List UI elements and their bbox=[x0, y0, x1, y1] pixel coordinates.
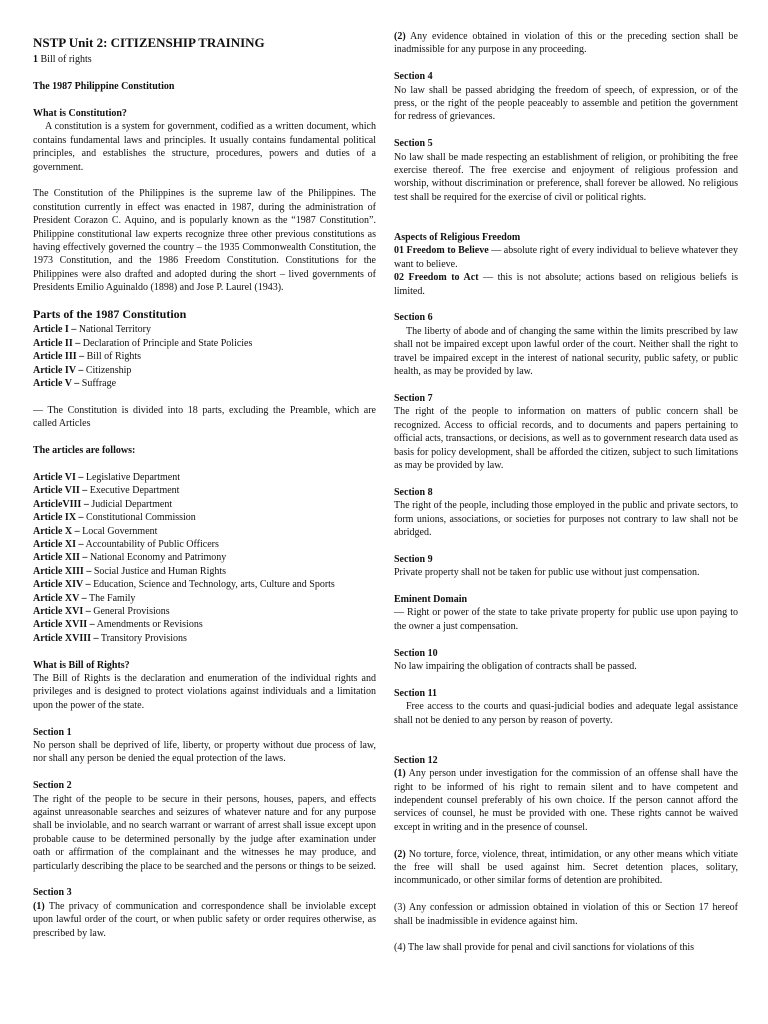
section-9-paragraph: Private property shall not be taken for public use without just compensation. bbox=[394, 567, 700, 579]
article-item: Article IX – Constitutional Commission bbox=[33, 512, 196, 524]
subtitle-number: 1 bbox=[33, 54, 38, 66]
section-3-2-paragraph: (2) Any evidence obtained in violation of this or the preceding section shall be inadmissible for any purpose in any proceeding. bbox=[394, 31, 738, 56]
eminent-domain-paragraph: — Right or power of the state to take private property for public use upon paying to the owner a just compensation. bbox=[394, 607, 738, 632]
section-10-paragraph: No law impairing the obligation of contracts shall be passed. bbox=[394, 660, 637, 672]
article-item: Article VI – Legislative Department bbox=[33, 471, 180, 483]
article-item: Article II – Declaration of Principle and State Policies bbox=[33, 337, 253, 349]
parts-heading: Parts of the 1987 Constitution bbox=[33, 307, 187, 322]
article-item: Article XVII – Amendments or Revisions bbox=[33, 619, 203, 631]
section-6-paragraph: The liberty of abode and of changing the same within the limits prescribed by law shall not be impaired except upon lawful order of the court. Neither shall the right to travel be impaired except in the interest of national security, public safety, or public health, as may be provided by law. bbox=[394, 325, 738, 378]
section-3-paragraph: (1) The privacy of communication and correspondence shall be inviolable except upon lawful order of the court, or when public safety or order requires otherwise, as prescribed by law. bbox=[33, 900, 376, 939]
article-item: Article III – Bill of Rights bbox=[33, 351, 142, 363]
article-item: Article IV – Citizenship bbox=[33, 364, 132, 376]
divided-note: — The Constitution is divided into 18 parts, excluding the Preamble, which are called Articles bbox=[33, 404, 376, 430]
section-7-heading: Section 7 bbox=[394, 392, 433, 404]
section-12-2-paragraph: (2) No torture, force, violence, threat, intimidation, or any other means which vitiate the free will shall be used against him. Secret detention places, solitary, incommunicado, or other similar forms of detention are prohibited. bbox=[394, 848, 738, 887]
article-item: Article XIII – Social Justice and Human Rights bbox=[33, 565, 227, 577]
section-12-4-paragraph: (4) The law shall provide for penal and civil sanctions for violations of this bbox=[394, 942, 695, 954]
section-12-heading: Section 12 bbox=[394, 754, 438, 766]
aspect-2: 02 Freedom to Act — this is not absolute; actions based on religious beliefs is limited. bbox=[394, 272, 739, 297]
articles-follows-heading: The articles are follows: bbox=[33, 445, 136, 457]
article-item: Article XII – National Economy and Patrimony bbox=[33, 552, 227, 564]
bill-of-rights-paragraph: The Bill of Rights is the declaration and enumeration of the individual rights and privileges and is designed to protect violations against individuals and a limitation upon the power of the state. bbox=[33, 672, 376, 711]
constitution-heading: The 1987 Philippine Constitution bbox=[33, 81, 175, 93]
section-9-heading: Section 9 bbox=[394, 553, 433, 565]
section-4-paragraph: No law shall be passed abridging the freedom of speech, of expression, or of the press, or the right of the people peaceably to assemble and petition the government for redress of grievances. bbox=[394, 84, 738, 123]
section-6-heading: Section 6 bbox=[394, 312, 433, 324]
what-is-constitution-paragraph: A constitution is a system for government, codified as a written document, which contains fundamental laws and principles. It usually contains fundamental political principles, and establishes the structure, procedures, powers and duties of a government. bbox=[33, 121, 376, 173]
section-1-paragraph: No person shall be deprived of life, liberty, or property without due process of law, nor shall any person be denied the equal protection of the laws. bbox=[33, 739, 376, 765]
section-8-paragraph: The right of the people, including those employed in the public and private sectors, to form unions, associations, or societies for purposes not contrary to law shall not be abridged. bbox=[394, 500, 738, 538]
section-5-paragraph: No law shall be made respecting an establishment of religion, or prohibiting the free exercise thereof. The free exercise and enjoyment of religious profession and worship, without discrimination or preference, shall forever be allowed. No religious test shall be required for the exercise of civil or political rights. bbox=[394, 151, 738, 203]
article-item: Article X – Local Government bbox=[33, 525, 158, 537]
aspect-1: 01 Freedom to Believe — absolute right of every individual to believe whatever they want to believe. bbox=[394, 245, 738, 270]
section-3-heading: Section 3 bbox=[33, 887, 72, 899]
bill-of-rights-heading: What is Bill of Rights? bbox=[33, 659, 130, 671]
section-5-heading: Section 5 bbox=[394, 138, 433, 150]
section-10-heading: Section 10 bbox=[394, 647, 438, 659]
article-item: Article XI – Accountability of Public Officers bbox=[33, 538, 219, 550]
article-item: Article VII – Executive Department bbox=[33, 485, 180, 497]
article-item: ArticleVIII – Judicial Department bbox=[33, 498, 173, 510]
section-7-paragraph: The right of the people to information on matters of public concern shall be recognized. Access to official records, and to documents and papers pertaining to official acts, transactions, or decisions, as well as to government research data used as basis for policy development, shall be afforded the citizen, subject to such limitations as may be provided by law. bbox=[394, 406, 738, 471]
article-item: Article I – National Territory bbox=[33, 324, 151, 336]
article-item: Article XVIII – Transitory Provisions bbox=[33, 632, 187, 644]
section-2-heading: Section 2 bbox=[33, 780, 72, 792]
philippine-constitution-paragraph: The Constitution of the Philippines is the supreme law of the Philippines. The constitution currently in effect was enacted in 1987, during the administration of President Corazon C. Aquino, and is popularly known as the “1987 Constitution”. Philippine constitutional law experts recognize three other previous constitutions as having effectively governed the country – the 1935 Commonwealth Constitution, the 1973 Constitution, and the 1986 Freedom Constitution. Constitutions for the Philippines were also drafted and adopted during the short – lived governments of Presidents Emilio Aguinaldo (1898) and Jose P. Laurel (1943). bbox=[33, 188, 376, 294]
section-11-heading: Section 11 bbox=[394, 687, 438, 699]
right-column bbox=[394, 30, 738, 955]
section-12-1-paragraph: (1) Any person under investigation for the commission of an offense shall have the right to be informed of his right to remain silent and to have competent and independent counsel preferably of his own choice. If the person cannot afford the services of counsel, he must be provided with one. These rights cannot be waived except in writing and in the presence of counsel. bbox=[394, 768, 738, 833]
section-4-heading: Section 4 bbox=[394, 71, 433, 83]
section-12-3-paragraph: (3) Any confession or admission obtained in violation of this or Section 17 hereof shall be inadmissible in evidence against him. bbox=[394, 902, 738, 927]
article-item: Article XVI – General Provisions bbox=[33, 605, 170, 617]
article-item: Article XIV – Education, Science and Technology, arts, Culture and Sports bbox=[33, 579, 335, 591]
articles-list-2 bbox=[33, 471, 376, 645]
left-column bbox=[33, 30, 376, 940]
aspects-heading: Aspects of Religious Freedom bbox=[394, 232, 521, 244]
section-11-paragraph: Free access to the courts and quasi-judicial bodies and adequate legal assistance shall not be denied to any person by reason of poverty. bbox=[394, 701, 738, 726]
article-item: Article XV – The Family bbox=[33, 592, 136, 604]
document-title: NSTP Unit 2: CITIZENSHIP TRAINING bbox=[33, 35, 265, 50]
articles-list-1 bbox=[33, 323, 376, 390]
subtitle-text: Bill of rights bbox=[40, 54, 92, 66]
section-2-paragraph: The right of the people to be secure in their persons, houses, papers, and effects against unreasonable searches and seizures of whatever nature and for any purpose shall be inviolable, and no search warrant or warrant of arrest shall issue except upon probable cause to be determined personally by the judge after examination under oath or affirmation of the complainant and the witnesses he may produce, and particularly describing the place to be searched and the persons or things to be seized. bbox=[33, 793, 376, 872]
document-subtitle bbox=[33, 53, 376, 66]
what-is-constitution-heading: What is Constitution? bbox=[33, 108, 127, 119]
eminent-domain-heading: Eminent Domain bbox=[394, 593, 468, 605]
section-8-heading: Section 8 bbox=[394, 486, 433, 498]
article-item: Article V – Suffrage bbox=[33, 378, 117, 390]
section-1-heading: Section 1 bbox=[33, 726, 72, 738]
